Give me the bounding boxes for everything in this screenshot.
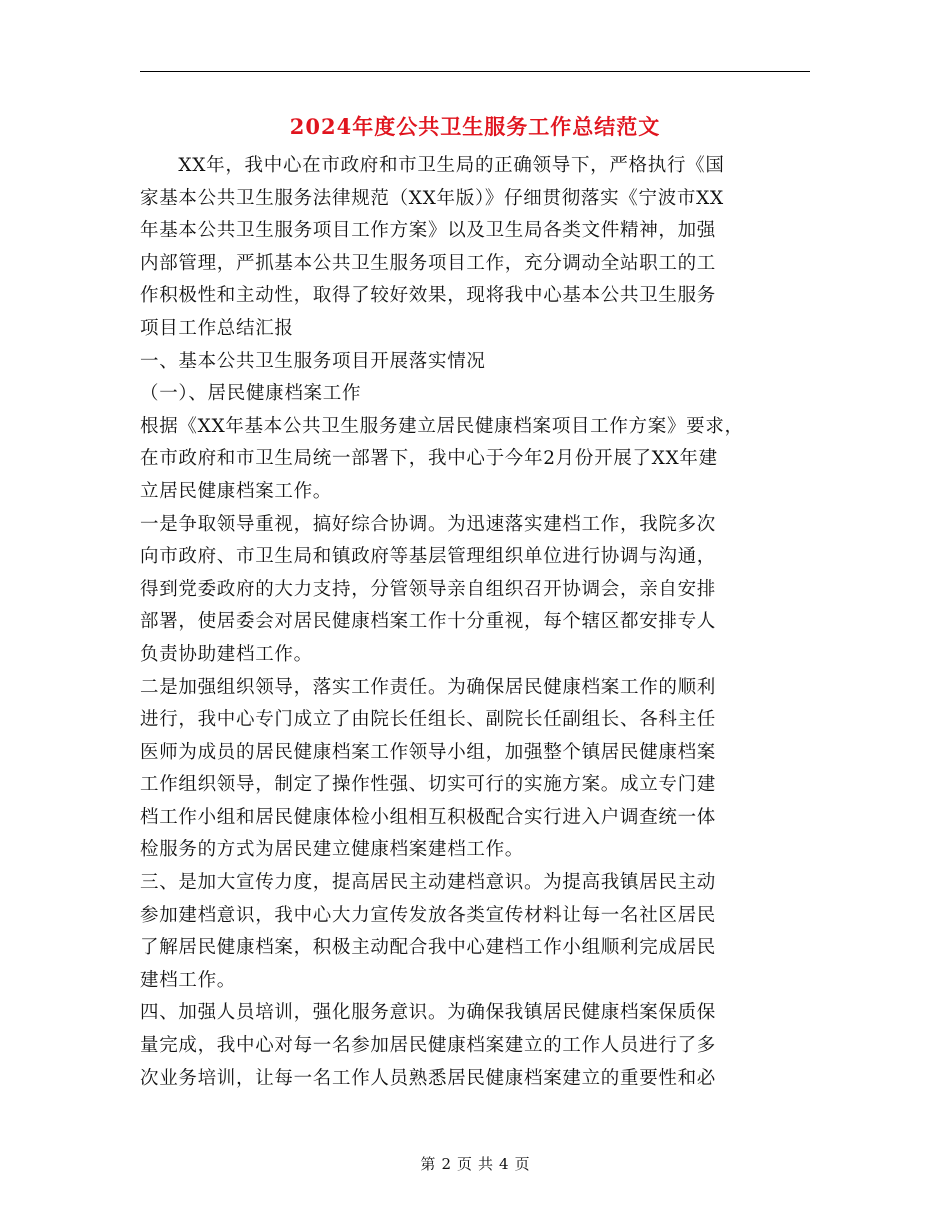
footer-page-unit: 页: [456, 1155, 472, 1173]
text-line: 一是争取领导重视，搞好综合协调。为迅速落实建档工作，我院多次: [140, 513, 717, 535]
current-page-number: 2: [441, 1155, 451, 1173]
text-line: 进行，我中心专门成立了由院长任组长、副院长任副组长、各科主任: [140, 709, 717, 731]
footer-total-prefix: 共: [478, 1155, 494, 1173]
document-body: [140, 150, 810, 1095]
text-line: 立居民健康档案工作。: [140, 480, 333, 502]
text-line: XX年，我中心在市政府和市卫生局的正确领导下，严格执行《国: [140, 155, 725, 176]
footer-total-unit: 页: [514, 1155, 530, 1173]
text-line: 三、是加大宣传力度，提高居民主动建档意识。为提高我镇居民主动: [140, 872, 717, 894]
text-line: 工作组织领导，制定了操作性强、切实可行的实施方案。成立专门建: [140, 774, 717, 796]
text-line: 年基本公共卫生服务项目工作方案》以及卫生局各类文件精神，加强: [140, 220, 717, 242]
text-line: 根据《XX年基本公共卫生服务建立居民健康档案项目工作方案》要求，: [140, 415, 744, 437]
total-pages-number: 4: [499, 1155, 509, 1173]
text-line: 向市政府、市卫生局和镇政府等基层管理组织单位进行协调与沟通，: [140, 546, 717, 568]
footer-prefix: 第: [420, 1155, 436, 1173]
text-line: 家基本公共卫生服务法律规范（XX年版）》仔细贯彻落实《宁波市XX: [140, 187, 724, 209]
text-line: 二是加强组织领导，落实工作责任。为确保居民健康档案工作的顺利: [140, 676, 717, 698]
text-line: 项目工作总结汇报: [140, 317, 294, 339]
page-footer: [0, 1152, 950, 1176]
text-line: 了解居民健康档案，积极主动配合我中心建档工作小组顺利完成居民: [140, 937, 717, 959]
section-heading: 一、基本公共卫生服务项目开展落实情况: [140, 350, 486, 372]
text-line: 量完成，我中心对每一名参加居民健康档案建立的工作人员进行了多: [140, 1035, 717, 1057]
text-line: 在市政府和市卫生局统一部署下，我中心于今年2月份开展了XX年建: [140, 448, 718, 470]
document-title: 2024年度公共卫生服务工作总结范文: [289, 114, 661, 139]
text-line: 医师为成员的居民健康档案工作领导小组，加强整个镇居民健康档案: [140, 741, 717, 763]
text-line: 负责协助建档工作。: [140, 643, 313, 665]
text-line: 作积极性和主动性，取得了较好效果，现将我中心基本公共卫生服务: [140, 285, 717, 307]
text-line: 四、加强人员培训，强化服务意识。为确保我镇居民健康档案保质保: [140, 1002, 717, 1024]
subsection-heading: （一）、居民健康档案工作: [140, 383, 362, 405]
text-line: 部署，使居委会对居民健康档案工作十分重视，每个辖区都安排专人: [140, 611, 717, 633]
text-line: 参加建档意识，我中心大力宣传发放各类宣传材料让每一名社区居民: [140, 904, 717, 926]
text-line: 档工作小组和居民健康体检小组相互积极配合实行进入户调查统一体: [140, 806, 717, 828]
text-line: 次业务培训，让每一名工作人员熟悉居民健康档案建立的重要性和必: [140, 1067, 717, 1089]
text-line: 得到党委政府的大力支持，分管领导亲自组织召开协调会，亲自安排: [140, 578, 717, 600]
text-line: 检服务的方式为居民建立健康档案建档工作。: [140, 839, 525, 861]
text-line: 内部管理，严抓基本公共卫生服务项目工作，充分调动全站职工的工: [140, 252, 717, 274]
header-rule: [140, 71, 810, 72]
text-line: 建档工作。: [140, 969, 237, 991]
